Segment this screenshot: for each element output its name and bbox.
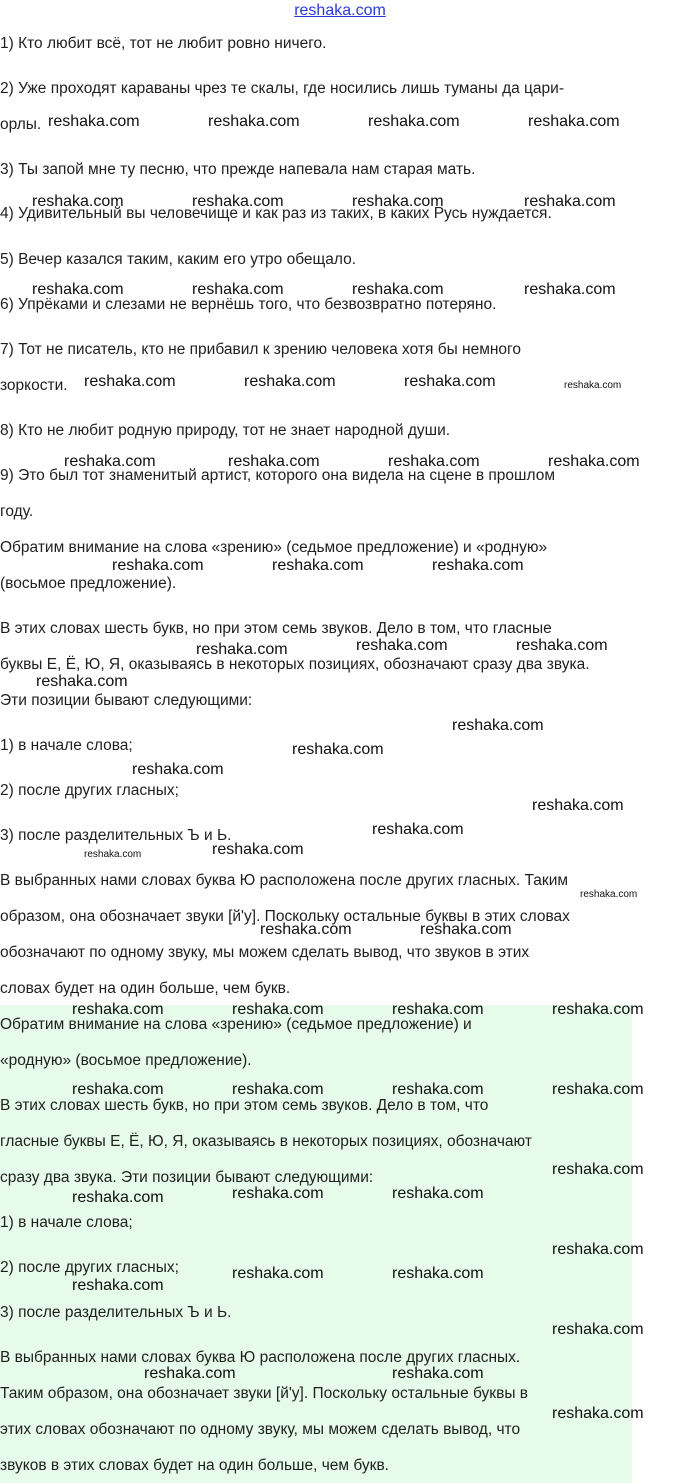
watermark: reshaka.com	[144, 1365, 236, 1382]
watermark: reshaka.com	[356, 637, 448, 654]
watermark: reshaka.com	[48, 113, 140, 130]
answer-line: звуков в этих словах будет на один больше, чем букв.	[0, 1457, 389, 1474]
sentence-line: 8) Кто не любит родную природу, тот не знает народной души.	[0, 422, 451, 439]
explanation-line: В выбранных нами словах буква Ю расположена после других гласных. Таким	[0, 872, 569, 889]
watermark: reshaka.com	[552, 1321, 644, 1338]
watermark: reshaka.com	[372, 821, 464, 838]
watermark: reshaka.com	[552, 1241, 644, 1258]
explanation-line: Обратим внимание на слова «зрению» (седьмое предложение) и «родную»	[0, 539, 548, 556]
watermark: reshaka.com	[260, 921, 352, 938]
watermark: reshaka.com	[552, 1405, 644, 1422]
answer-line: Таким образом, она обозначает звуки [й'у]. Поскольку остальные буквы в	[0, 1385, 528, 1402]
watermark: reshaka.com	[532, 797, 624, 814]
explanation-line: 1) в начале слова;	[0, 737, 133, 754]
sentence-line: 2) Уже проходят караваны чрез те скалы, где носились лишь туманы да цари-	[0, 80, 564, 97]
watermark: reshaka.com	[84, 849, 142, 860]
sentence-line: 1) Кто любит всё, тот не любит ровно ничего.	[0, 35, 327, 52]
watermark: reshaka.com	[212, 841, 304, 858]
watermark: reshaka.com	[420, 921, 512, 938]
watermark: reshaka.com	[72, 1001, 164, 1018]
watermark: reshaka.com	[244, 373, 336, 390]
answer-line: В выбранных нами словах буква Ю расположена после других гласных.	[0, 1349, 521, 1366]
watermark: reshaka.com	[392, 1081, 484, 1098]
watermark: reshaka.com	[196, 641, 288, 658]
watermark: reshaka.com	[392, 1265, 484, 1282]
explanation-line: буквы Е, Ё, Ю, Я, оказываясь в некоторых позициях, обозначают сразу два звука.	[0, 656, 590, 673]
answer-line: 3) после разделительных Ъ и Ь.	[0, 1304, 232, 1321]
watermark: reshaka.com	[580, 889, 638, 900]
watermark: reshaka.com	[432, 557, 524, 574]
watermark: reshaka.com	[352, 281, 444, 298]
watermark: reshaka.com	[548, 453, 640, 470]
watermark: reshaka.com	[232, 1265, 324, 1282]
watermark: reshaka.com	[524, 193, 616, 210]
sentence-line: 7) Тот не писатель, кто не прибавил к зрению человека хотя бы немного	[0, 341, 521, 358]
watermark: reshaka.com	[392, 1001, 484, 1018]
watermark: reshaka.com	[132, 761, 224, 778]
sentence-line: 4) Удивительный вы человечище и как раз из таких, в каких Русь нуждается.	[0, 205, 552, 222]
answer-line: сразу два звука. Эти позиции бывают следующими:	[0, 1169, 374, 1186]
watermark: reshaka.com	[72, 1081, 164, 1098]
watermark: reshaka.com	[232, 1001, 324, 1018]
watermark: reshaka.com	[564, 380, 622, 391]
answer-line: этих словах обозначают по одному звуку, мы можем сделать вывод, что	[0, 1421, 521, 1438]
explanation-line: Эти позиции бывают следующими:	[0, 692, 253, 709]
watermark: reshaka.com	[192, 193, 284, 210]
answer-line: 2) после других гласных;	[0, 1259, 179, 1276]
answer-line: 1) в начале слова;	[0, 1214, 133, 1231]
watermark: reshaka.com	[232, 1081, 324, 1098]
watermark: reshaka.com	[404, 373, 496, 390]
watermark: reshaka.com	[352, 193, 444, 210]
explanation-line: 2) после других гласных;	[0, 782, 179, 799]
watermark: reshaka.com	[524, 281, 616, 298]
watermark: reshaka.com	[208, 113, 300, 130]
answer-line: В этих словах шесть букв, но при этом семь звуков. Дело в том, что	[0, 1097, 489, 1114]
explanation-line: словах будет на один больше, чем букв.	[0, 980, 291, 997]
watermark: reshaka.com	[32, 281, 124, 298]
watermark: reshaka.com	[368, 113, 460, 130]
watermark: reshaka.com	[392, 1185, 484, 1202]
watermark: reshaka.com	[228, 453, 320, 470]
answer-line: гласные буквы Е, Ё, Ю, Я, оказываясь в некоторых позициях, обозначают	[0, 1133, 532, 1150]
explanation-line: обозначают по одному звуку, мы можем сделать вывод, что звуков в этих	[0, 944, 530, 961]
explanation-line: образом, она обозначает звуки [й'у]. Поскольку остальные буквы в этих словах	[0, 908, 570, 925]
sentence-line: 3) Ты запой мне ту песню, что прежде напевала нам старая мать.	[0, 161, 476, 178]
watermark: reshaka.com	[72, 1277, 164, 1294]
watermark: reshaka.com	[392, 1365, 484, 1382]
watermark: reshaka.com	[64, 453, 156, 470]
sentence-line: году.	[0, 503, 34, 520]
watermark: reshaka.com	[32, 193, 124, 210]
watermark: reshaka.com	[516, 637, 608, 654]
watermark: reshaka.com	[388, 453, 480, 470]
watermark: reshaka.com	[552, 1161, 644, 1178]
watermark: reshaka.com	[552, 1081, 644, 1098]
explanation-line: (восьмое предложение).	[0, 575, 177, 592]
watermark: reshaka.com	[272, 557, 364, 574]
watermark: reshaka.com	[72, 1189, 164, 1206]
answer-line: Обратим внимание на слова «зрению» (седьмое предложение) и	[0, 1016, 472, 1033]
sentence-line: 5) Вечер казался таким, каким его утро обещало.	[0, 251, 357, 268]
watermark: reshaka.com	[292, 741, 384, 758]
watermark: reshaka.com	[232, 1185, 324, 1202]
sentence-line: орлы.	[0, 116, 42, 133]
answer-line: «родную» (восьмое предложение).	[0, 1052, 252, 1069]
watermark: reshaka.com	[84, 373, 176, 390]
watermark: reshaka.com	[452, 717, 544, 734]
site-header-link[interactable]: reshaka.com	[294, 2, 386, 19]
sentence-line: 9) Это был тот знаменитый артист, которого она видела на сцене в прошлом	[0, 467, 555, 484]
sentence-line: зоркости.	[0, 377, 68, 394]
answer-box	[0, 1005, 632, 1483]
watermark: reshaka.com	[112, 557, 204, 574]
explanation-line: 3) после разделительных Ъ и Ь.	[0, 827, 232, 844]
explanation-line: В этих словах шесть букв, но при этом семь звуков. Дело в том, что гласные	[0, 620, 552, 637]
watermark: reshaka.com	[528, 113, 620, 130]
watermark: reshaka.com	[552, 1001, 644, 1018]
watermark: reshaka.com	[192, 281, 284, 298]
sentence-line: 6) Упрёками и слезами не вернёшь того, что безвозвратно потеряно.	[0, 296, 497, 313]
watermark: reshaka.com	[36, 673, 128, 690]
